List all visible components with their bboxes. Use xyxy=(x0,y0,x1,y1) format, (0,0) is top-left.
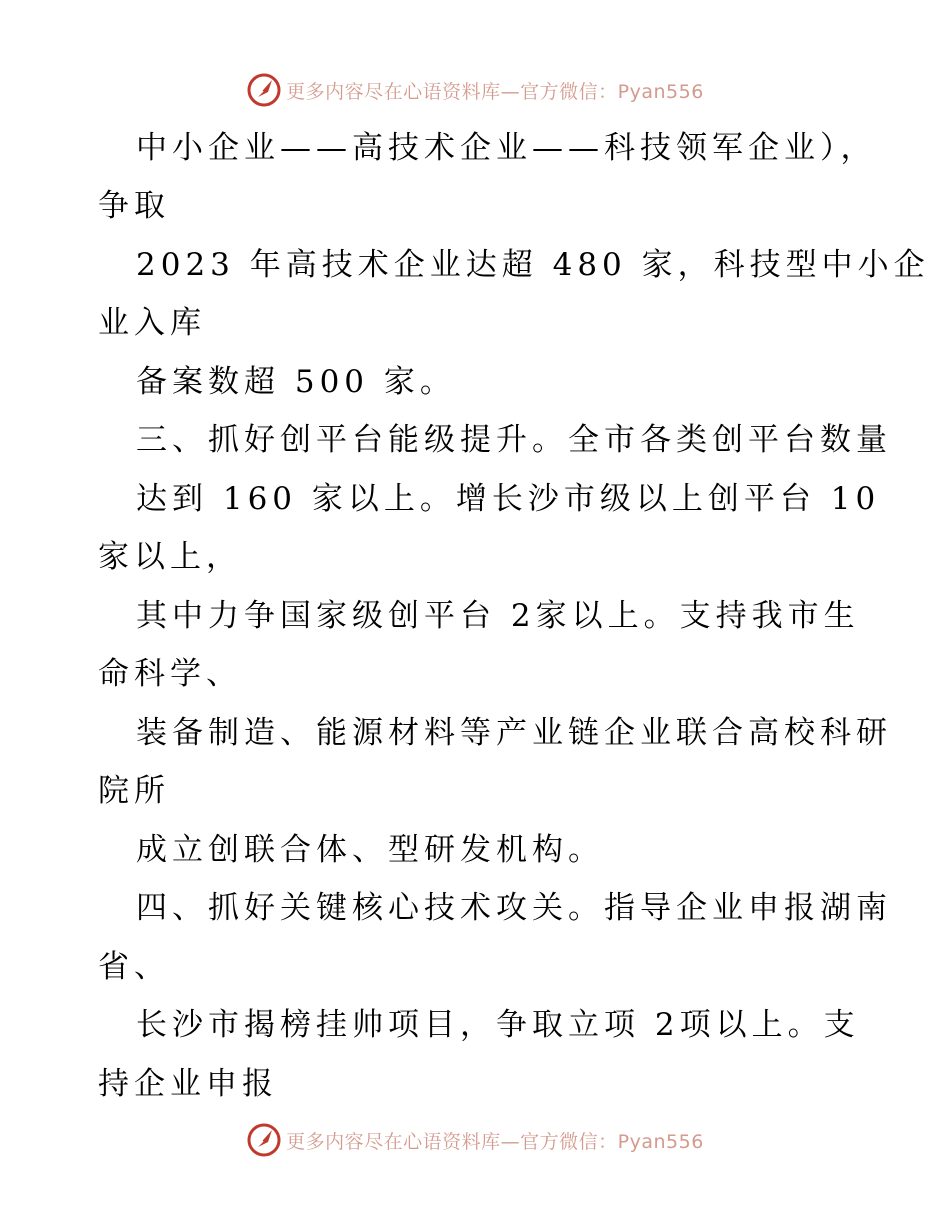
text-line: 成立创联合体、型研发机构。 xyxy=(136,832,604,868)
text-line: 命科学、 xyxy=(98,656,242,692)
text-line: 争取 xyxy=(98,188,170,224)
text-line: 装备制造、能源材料等产业链企业联合高校科研 xyxy=(136,715,892,751)
text-line: 院所 xyxy=(98,773,170,809)
watermark-text: 更多内容尽在心语资料库—官方微信：Pyan556 xyxy=(286,80,704,103)
text-line: 业入库 xyxy=(98,305,206,341)
text-line: 家以上， xyxy=(98,539,242,575)
text-line: 长沙市揭榜挂帅项目，争取立项 2项以上。支 xyxy=(136,1007,860,1043)
text-line: 三、抓好创平台能级提升。全市各类创平台数量 xyxy=(136,422,892,458)
text-line: 备案数超 500 家。 xyxy=(136,364,456,400)
text-line: 省、 xyxy=(98,949,170,985)
text-line: 其中力争国家级创平台 2家以上。支持我市生 xyxy=(136,598,860,634)
text-line: 持企业申报 xyxy=(98,1066,278,1102)
text-line: 中小企业——高技术企业——科技领军企业）， xyxy=(136,130,877,166)
watermark-text: 更多内容尽在心语资料库—官方微信：Pyan556 xyxy=(286,1130,704,1153)
text-line: 达到 160 家以上。增长沙市级以上创平台 10 xyxy=(136,481,881,517)
quill-logo-icon xyxy=(246,1122,282,1158)
footer-watermark xyxy=(0,1120,950,1160)
text-line: 2023 年高技术企业达超 480 家，科技型中小企 xyxy=(136,247,930,283)
text-line: 四、抓好关键核心技术攻关。指导企业申报湖南 xyxy=(136,890,892,926)
